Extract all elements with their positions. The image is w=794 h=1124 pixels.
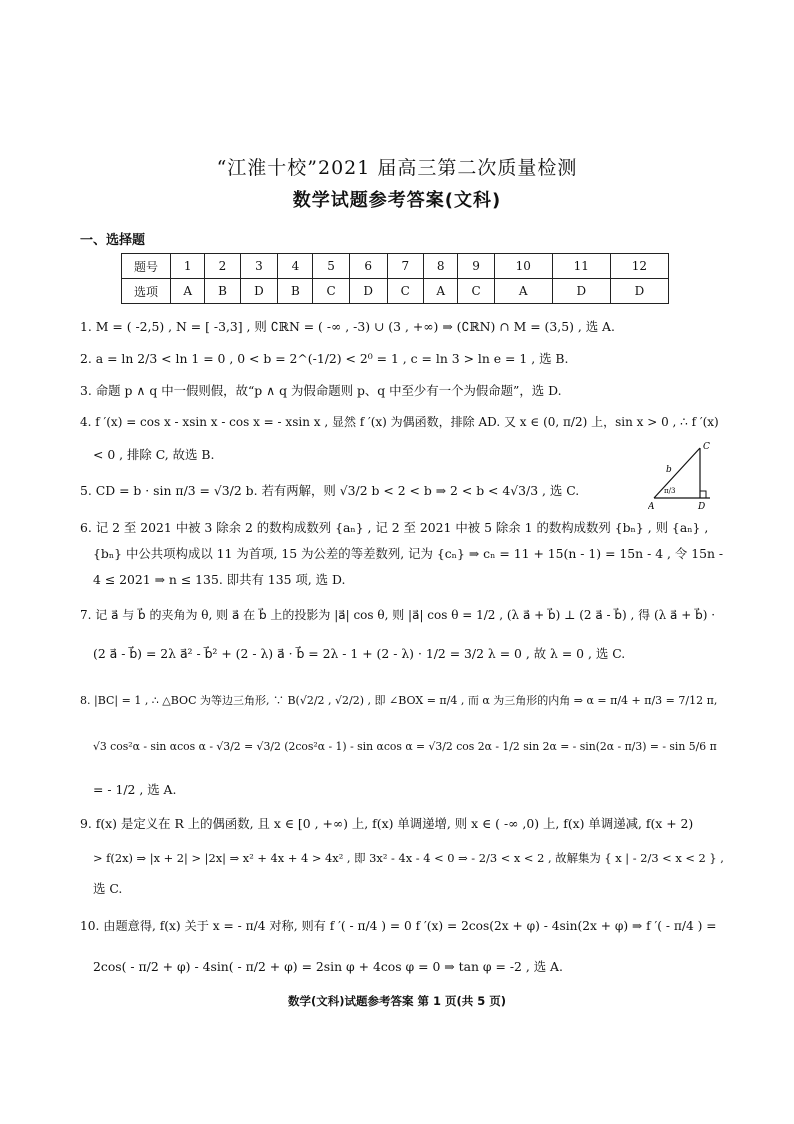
- table-cell: C: [458, 279, 494, 304]
- solution-q8-line1: 8. |BC| = 1 , ∴ △BOC 为等边三角形, ∵ B(√2/2 , √2/2) , 即 ∠BOX = π/4 , 而 α 为三角形的内角 ⇒ α = π/4 + π/3 = 7/12 π,: [80, 694, 718, 707]
- label-c: C: [703, 442, 710, 452]
- table-cell: D: [552, 279, 610, 304]
- solution-q7-line1: 7. 记 a⃗ 与 b⃗ 的夹角为 θ, 则 a⃗ 在 b⃗ 上的投影为 |a⃗| cos θ, 则 |a⃗| cos θ = 1/2 , (λ a⃗ + b⃗) ⊥ (2 a⃗ - b⃗) , 得 (λ a⃗ + b⃗) ·: [80, 608, 716, 622]
- table-cell: B: [278, 279, 313, 304]
- label-angle: π/3: [664, 487, 676, 495]
- table-cell: D: [610, 279, 668, 304]
- solution-q7-line2: (2 a⃗ - b⃗) = 2λ a⃗² - b⃗² + (2 - λ) a⃗ · b⃗ = 2λ - 1 + (2 - λ) · 1/2 = 3/2 λ = 0 , 故 λ = 0 , 选 C.: [93, 646, 626, 661]
- solution-q1: 1. M = ( -2,5) , N = [ -3,3] , 则 ∁ℝN = ( -∞ , -3) ∪ (3 , +∞) ⇒ (∁ℝN) ∩ M = (3,5) , 选 A.: [80, 319, 615, 334]
- solution-q6-line2: {bₙ} 中公共项构成以 11 为首项, 15 为公差的等差数列, 记为 {cₙ} ⇒ cₙ = 11 + 15(n - 1) = 15n - 4 , 令 15n -: [93, 546, 724, 561]
- solution-q6-line1: 6. 记 2 至 2021 中被 3 除余 2 的数构成数列 {aₙ} , 记 2 至 2021 中被 5 除余 1 的数构成数列 {bₙ} , 则 {aₙ} ,: [80, 520, 709, 535]
- row-label-number: 题号: [122, 254, 171, 279]
- triangle-figure: [648, 440, 720, 510]
- solution-q10-line2: 2cos( - π/2 + φ) - 4sin( - π/2 + φ) = 2sin φ + 4cos φ = 0 ⇒ tan φ = -2 , 选 A.: [93, 959, 563, 974]
- table-cell: 7: [387, 254, 423, 279]
- section-heading-choice: 一、选择题: [80, 233, 146, 248]
- label-d: D: [698, 502, 706, 510]
- table-cell: B: [205, 279, 240, 304]
- table-cell: D: [349, 279, 387, 304]
- table-cell: A: [494, 279, 552, 304]
- answer-table-row-options: [122, 279, 669, 304]
- page-title: “江淮十校”2021 届高三第二次质量检测: [216, 157, 578, 179]
- solution-q10-line1: 10. 由题意得, f(x) 关于 x = - π/4 对称, 则有 f ′( - π/4 ) = 0 f ′(x) = 2cos(2x + φ) - 4sin(2x + φ) ⇒ f ′( - π/4 ) =: [80, 919, 717, 933]
- solution-q2: 2. a = ln 2/3 < ln 1 = 0 , 0 < b = 2^(-1/2) < 2⁰ = 1 , c = ln 3 > ln e = 1 , 选 B.: [80, 351, 569, 366]
- answer-table: [121, 253, 669, 304]
- label-a: A: [648, 502, 655, 510]
- row-label-option: 选项: [122, 279, 171, 304]
- label-b: b: [666, 465, 672, 475]
- table-cell: 4: [278, 254, 313, 279]
- solution-q3: 3. 命题 p ∧ q 中一假则假，故“p ∧ q 为假命题则 p、q 中至少有一个为假命题”，选 D.: [80, 383, 562, 398]
- solution-q9-line1: 9. f(x) 是定义在 R 上的偶函数, 且 x ∈ [0 , +∞) 上, f(x) 单调递增, 则 x ∈ ( -∞ ,0) 上, f(x) 单调递减, f(x + 2): [80, 816, 694, 831]
- solution-q4-line2: < 0 , 排除 C, 故选 B.: [93, 447, 215, 462]
- solution-q8-line2: √3 cos²α - sin αcos α - √3/2 = √3/2 (2cos²α - 1) - sin αcos α = √3/2 cos 2α - 1/2 sin 2α = - sin(2α - π/3) = - sin 5/6 π: [93, 740, 717, 753]
- solution-q4-line1: 4. f ′(x) = cos x - xsin x - cos x = - xsin x , 显然 f ′(x) 为偶函数，排除 AD. 又 x ∈ (0, π/2) 上，sin x > 0 , ∴ f ′(x): [80, 415, 719, 429]
- table-cell: 11: [552, 254, 610, 279]
- triangle-side-b: [654, 448, 700, 498]
- table-cell: A: [171, 279, 205, 304]
- table-cell: 8: [423, 254, 457, 279]
- page-subtitle: 数学试题参考答案(文科): [292, 190, 502, 211]
- table-cell: 9: [458, 254, 494, 279]
- answer-table-row-numbers: [122, 254, 669, 279]
- table-cell: D: [240, 279, 278, 304]
- solution-q8-line3: = - 1/2 , 选 A.: [93, 782, 177, 797]
- table-cell: 5: [313, 254, 349, 279]
- solution-q9-line2: > f(2x) ⇒ |x + 2| > |2x| ⇒ x² + 4x + 4 > 4x² , 即 3x² - 4x - 4 < 0 ⇒ - 2/3 < x < 2 , 故解集为 { x | - 2/3 < x < 2 } ,: [93, 851, 724, 865]
- table-cell: 3: [240, 254, 278, 279]
- table-cell: 2: [205, 254, 240, 279]
- solution-q5: 5. CD = b · sin π/3 = √3/2 b. 若有两解，则 √3/2 b < 2 < b ⇒ 2 < b < 4√3/3 , 选 C.: [80, 483, 580, 498]
- right-angle-mark: [700, 491, 706, 498]
- table-cell: 10: [494, 254, 552, 279]
- page-footer: 数学(文科)试题参考答案 第 1 页(共 5 页): [287, 994, 507, 1008]
- solution-q6-line3: 4 ≤ 2021 ⇒ n ≤ 135. 即共有 135 项, 选 D.: [93, 572, 346, 587]
- table-cell: A: [423, 279, 457, 304]
- solution-q9-line3: 选 C.: [93, 881, 123, 896]
- table-cell: C: [387, 279, 423, 304]
- table-cell: 1: [171, 254, 205, 279]
- table-cell: 12: [610, 254, 668, 279]
- table-cell: 6: [349, 254, 387, 279]
- table-cell: C: [313, 279, 349, 304]
